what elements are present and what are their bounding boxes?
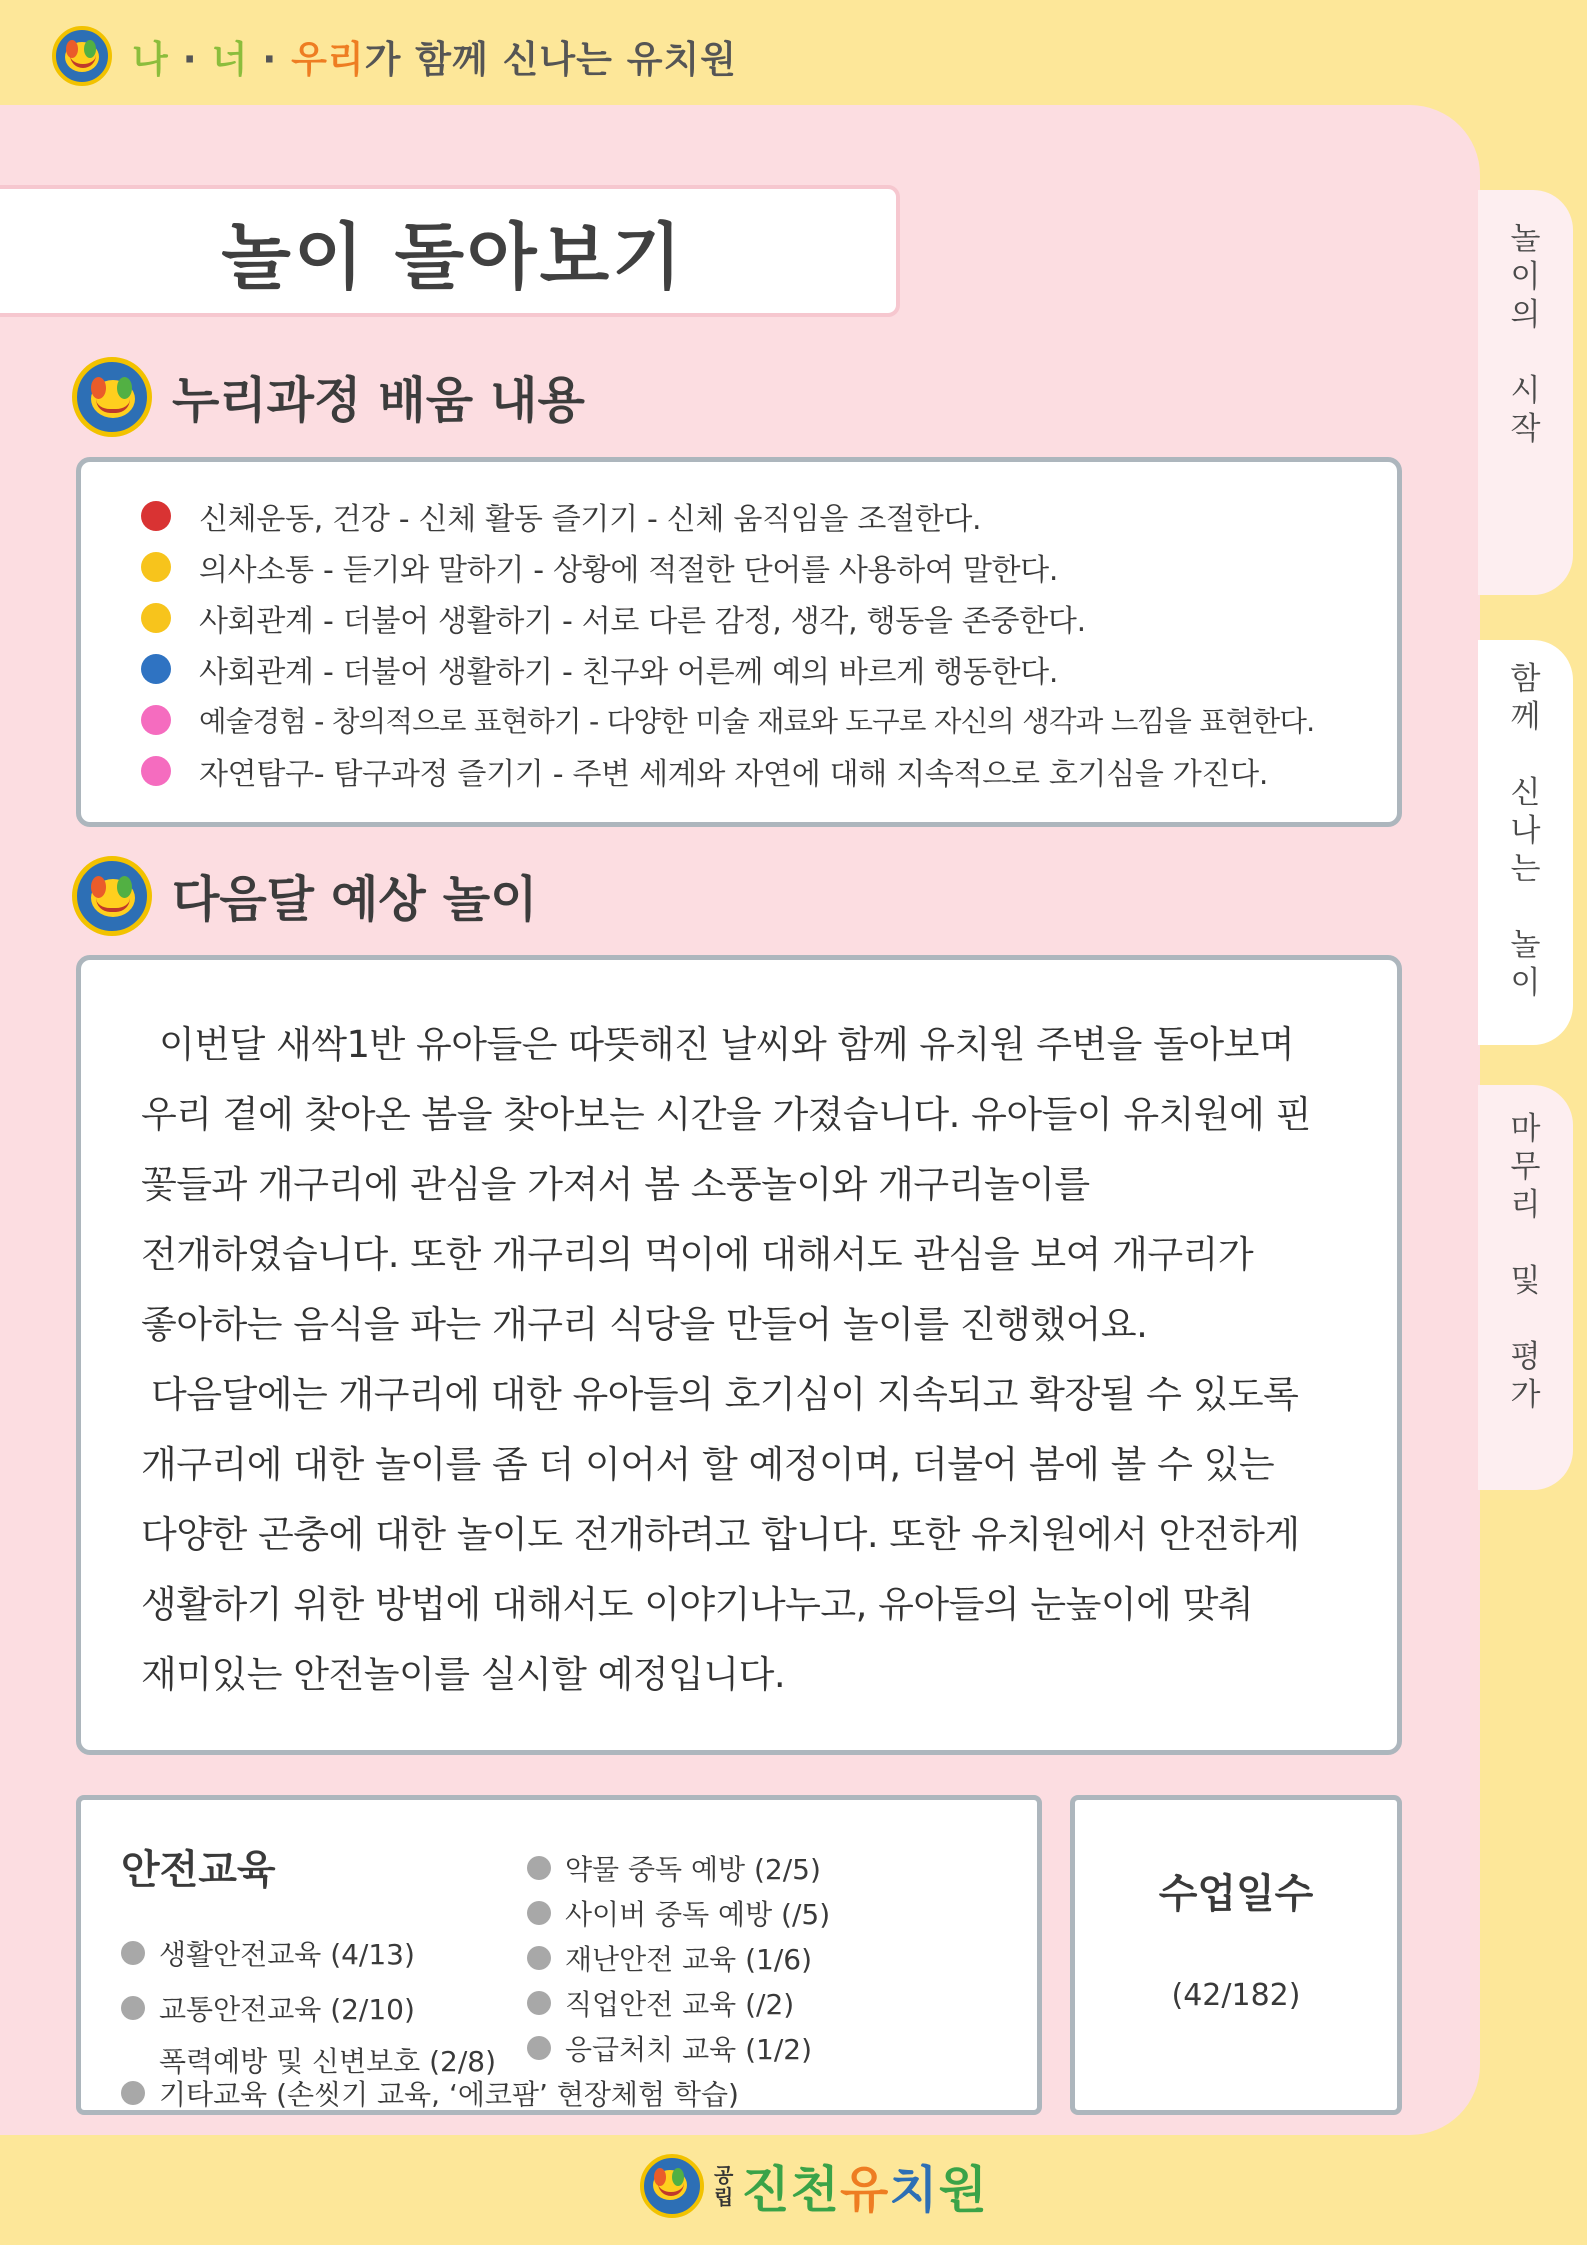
gray-bullet-icon <box>121 1941 145 1965</box>
kindergarten-logo-icon <box>52 26 112 86</box>
side-tab-char: 이 <box>1510 259 1541 295</box>
safety-item-text: 폭력예방 및 신변보호 (2/8) <box>159 2045 497 2078</box>
list-item <box>141 643 1397 694</box>
side-tab-char: 리 <box>1510 1187 1541 1223</box>
list-item <box>141 541 1397 592</box>
plan-section-heading <box>72 856 537 936</box>
nuri-content-box <box>76 457 1402 827</box>
footer-name-part: 유 <box>839 2161 890 2219</box>
safety-item <box>527 1848 821 1888</box>
footer-name-part: 치 <box>889 2161 939 2219</box>
header <box>52 28 737 84</box>
safety-item-text: 사이버 중독 예방 (/5) <box>565 1898 831 1931</box>
header-title-part: 나 <box>132 38 169 81</box>
gray-bullet-icon <box>527 2036 551 2060</box>
side-tab-char: 마 <box>1510 1111 1541 1147</box>
list-item-text: 신체운동, 건강 - 신체 활동 즐기기 - 신체 움직임을 조절한다. <box>199 501 982 537</box>
plan-content-box <box>76 955 1402 1755</box>
kindergarten-logo-icon <box>72 357 152 437</box>
footer-name-part: 진천 <box>741 2161 840 2219</box>
list-item-text: 자연탐구- 탐구과정 즐기기 - 주변 세계와 자연에 대해 지속적으로 호기심을 가진다. <box>199 756 1269 792</box>
side-tab-evaluation[interactable] <box>1478 1085 1573 1490</box>
header-title-part: · <box>248 38 292 81</box>
footer-kindergarten-name <box>741 2150 988 2222</box>
page-title: 놀이 돌아보기 <box>221 215 685 299</box>
safety-item <box>527 1893 830 1933</box>
safety-item-text: 약물 중독 예방 (2/5) <box>565 1853 821 1886</box>
gray-bullet-icon <box>527 1946 551 1970</box>
safety-education-box <box>76 1795 1042 2115</box>
footer-logo <box>640 2150 988 2222</box>
safety-item-text: 기타교육 (손씻기 교육, ‘에코팜’ 현장체험 학습) <box>159 2078 739 2111</box>
gray-bullet-icon <box>527 1901 551 1925</box>
yellow-bullet-icon <box>141 552 171 582</box>
side-tab-char: 평 <box>1510 1339 1541 1375</box>
header-title <box>132 29 737 83</box>
class-days-title: 수업일수 <box>1158 1871 1314 1917</box>
side-tab-char: 는 <box>1510 851 1541 887</box>
gray-bullet-icon <box>527 1856 551 1880</box>
side-tab-char: 의 <box>1510 297 1541 333</box>
footer-small-char: 공 <box>714 2163 734 2187</box>
safety-item <box>527 2028 812 2068</box>
safety-item-text: 교통안전교육 (2/10) <box>159 1993 415 2026</box>
safety-item <box>121 1933 415 1973</box>
side-tab-start[interactable] <box>1478 190 1573 595</box>
nuri-section-heading <box>72 357 585 437</box>
class-days-value: (42/182) <box>1171 1978 1301 2013</box>
plan-paragraph: 이번달 새싹1반 유아들은 따뜻해진 날씨와 함께 유치원 주변을 돌아보며 우리 곁에 찾아온 봄을 찾아보는 시간을 가졌습니다. 유아들이 유치원에 핀 꽃들과 개구리에 관심을 가져서 봄 소풍놀이와 개구리놀이를 전개하였습니다. 또한 개구리의 먹이에 대해서도 관심을 보여 개구리가 좋아하는 음식을 파는 개구리 식당을 만들어 놀이를 진행했어요. <box>141 1023 1311 1346</box>
side-tab-char: 이 <box>1510 965 1541 1001</box>
safety-item-text: 직업안전 교육 (/2) <box>565 1988 795 2021</box>
side-tab-char: 및 <box>1510 1263 1541 1299</box>
list-item <box>141 694 1397 745</box>
safety-item-text: 응급처치 교육 (1/2) <box>565 2033 812 2066</box>
safety-item <box>121 2073 739 2113</box>
side-tab-char: 나 <box>1510 813 1541 849</box>
kindergarten-logo-icon <box>640 2154 704 2218</box>
side-tab-play[interactable] <box>1478 640 1573 1045</box>
footer-public-label <box>714 2164 733 2208</box>
list-item <box>141 592 1397 643</box>
yellow-bullet-icon <box>141 603 171 633</box>
header-title-part: 너 <box>211 38 249 81</box>
list-item <box>141 745 1397 796</box>
list-item-text: 사회관계 - 더불어 생활하기 - 친구와 어른께 예의 바르게 행동한다. <box>199 654 1059 690</box>
gray-bullet-icon <box>527 1991 551 2015</box>
list-item <box>141 490 1397 541</box>
pink-bullet-icon <box>141 756 171 786</box>
safety-title: 안전교육 <box>121 1847 276 1893</box>
red-bullet-icon <box>141 501 171 531</box>
safety-item-text: 생활안전교육 (4/13) <box>159 1938 415 1971</box>
side-tab-char: 함 <box>1510 661 1541 697</box>
footer-small-char: 립 <box>714 2185 734 2209</box>
safety-item-text: 재난안전 교육 (1/6) <box>565 1943 812 1976</box>
header-title-part: 가 함께 신나는 유치원 <box>364 38 737 81</box>
side-tab-char: 무 <box>1510 1149 1541 1185</box>
plan-paragraph: 다음달에는 개구리에 대한 유아들의 호기심이 지속되고 확장될 수 있도록 개구리에 대한 놀이를 좀 더 이어서 할 예정이며, 더불어 봄에 볼 수 있는 다양한 곤충에 대한 놀이도 전개하려고 합니다. 또한 유치원에서 안전하게 생활하기 위한 방법에 대해서도 이야기나누고, 유아들의 눈높이에 맞춰 재미있는 안전놀이를 실시할 예정입니다. <box>141 1373 1300 1696</box>
side-tab-char: 시 <box>1510 373 1541 409</box>
blue-bullet-icon <box>141 654 171 684</box>
side-tab-char: 놀 <box>1510 927 1541 963</box>
page-title-box <box>0 185 900 317</box>
side-tab-char: 작 <box>1510 411 1541 447</box>
kindergarten-logo-icon <box>72 856 152 936</box>
class-days-box <box>1070 1795 1402 2115</box>
safety-item <box>121 1988 415 2028</box>
footer-name-part: 원 <box>938 2161 988 2219</box>
list-item-text: 사회관계 - 더불어 생활하기 - 서로 다른 감정, 생각, 행동을 존중한다. <box>199 603 1086 639</box>
side-tab-char: 놀 <box>1510 221 1541 257</box>
gray-bullet-icon <box>121 1996 145 2020</box>
list-item-text: 의사소통 - 듣기와 말하기 - 상황에 적절한 단어를 사용하여 말한다. <box>199 552 1059 588</box>
gray-bullet-icon <box>121 2081 145 2105</box>
list-item-text: 예술경험 - 창의적으로 표현하기 - 다양한 미술 재료와 도구로 자신의 생각과 느낌을 표현한다. <box>199 705 1315 738</box>
safety-item <box>527 1983 794 2023</box>
header-title-part: 우리 <box>291 38 365 81</box>
section-title: 누리과정 배움 내용 <box>172 372 585 429</box>
header-title-part: · <box>168 38 212 81</box>
pink-bullet-icon <box>141 705 171 735</box>
side-tab-char: 께 <box>1510 699 1541 735</box>
side-tab-char: 가 <box>1510 1377 1541 1413</box>
section-title: 다음달 예상 놀이 <box>172 871 538 928</box>
side-tab-char: 신 <box>1510 775 1541 811</box>
safety-item <box>527 1938 812 1978</box>
